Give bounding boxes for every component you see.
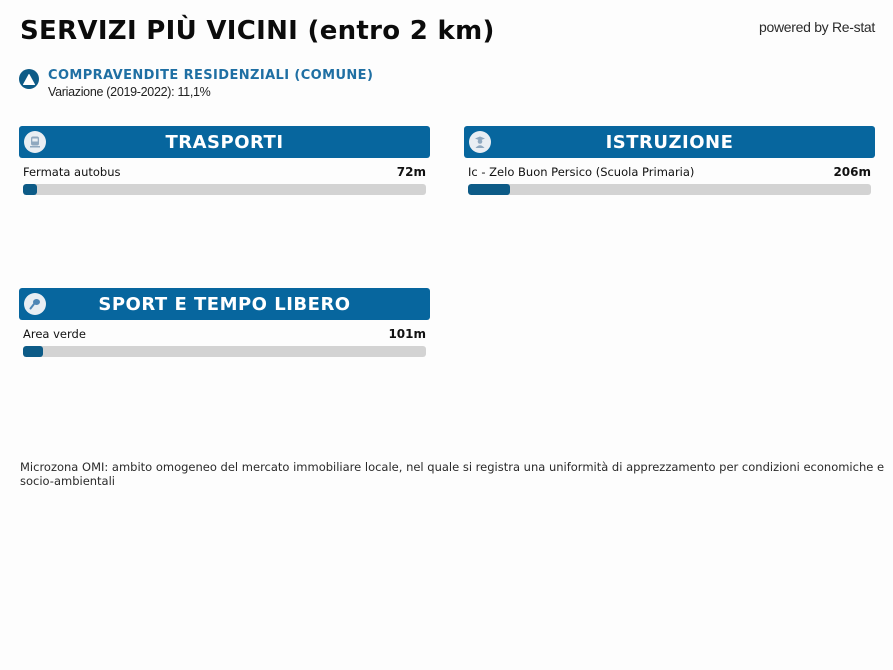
item-distance: 72m — [396, 165, 426, 179]
tennis-racket-icon — [24, 293, 46, 315]
footnote: Microzona OMI: ambito omogeneo del mercato immobiliare locale, nel quale si registra una uniformità di apprezzamento per condizioni economiche e socio-ambientali — [20, 460, 885, 488]
item-distance: 206m — [833, 165, 871, 179]
train-icon — [24, 131, 46, 153]
student-icon — [469, 131, 491, 153]
card-title: SPORT E TEMPO LIBERO — [98, 293, 351, 315]
card-istruzione — [464, 126, 875, 195]
distance-bar — [468, 184, 871, 195]
item-name: Fermata autobus — [23, 165, 121, 179]
card-header — [19, 288, 430, 320]
distance-bar — [23, 184, 426, 195]
card-title: ISTRUZIONE — [605, 131, 734, 153]
page-title: SERVIZI PIÙ VICINI (entro 2 km) — [20, 16, 495, 46]
distance-bar-fill — [468, 184, 510, 195]
item-name: Area verde — [23, 327, 86, 341]
stat-subtitle: Variazione (2019-2022): 11,1% — [48, 85, 211, 99]
list-item — [19, 327, 430, 357]
triangle-up-icon — [19, 69, 39, 89]
card-trasporti — [19, 126, 430, 195]
card-header — [464, 126, 875, 158]
stat-block — [19, 68, 373, 100]
item-name: Ic - Zelo Buon Persico (Scuola Primaria) — [468, 165, 695, 179]
distance-bar-fill — [23, 184, 37, 195]
card-header — [19, 126, 430, 158]
card-sport-tempo-libero — [19, 288, 430, 357]
stat-title: COMPRAVENDITE RESIDENZIALI (COMUNE) — [48, 68, 374, 83]
list-item — [464, 165, 875, 195]
powered-by-label: powered by Re-stat — [759, 19, 875, 35]
list-item — [19, 165, 430, 195]
item-distance: 101m — [388, 327, 426, 341]
card-title: TRASPORTI — [165, 131, 284, 153]
distance-bar-fill — [23, 346, 43, 357]
distance-bar — [23, 346, 426, 357]
